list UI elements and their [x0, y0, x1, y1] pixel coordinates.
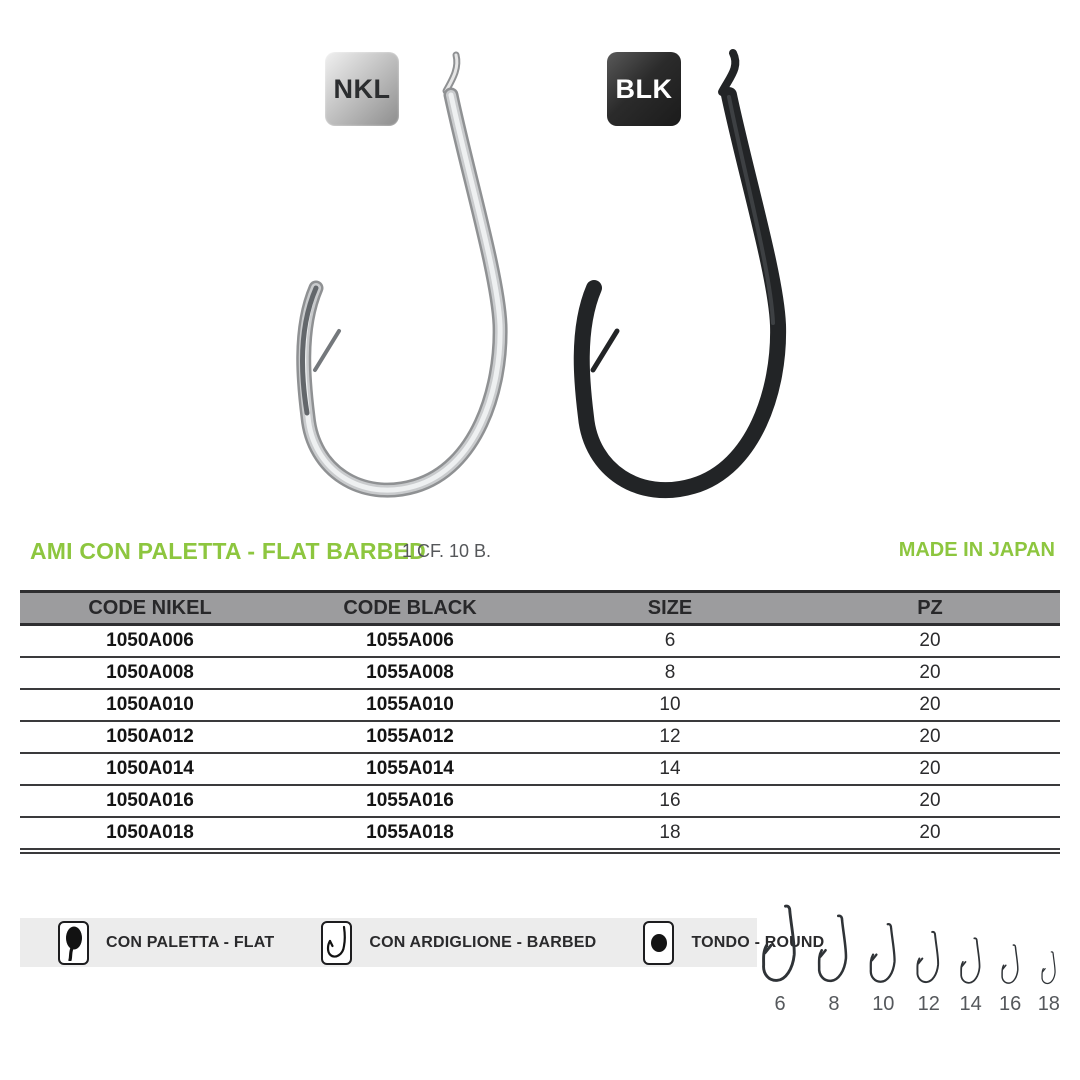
hook-size-18-icon	[1040, 951, 1058, 985]
pz-cell: 20	[800, 785, 1060, 817]
size-item-6	[760, 903, 800, 1014]
pz-cell: 20	[800, 625, 1060, 657]
pack-info: 1 CF. 10 B.	[402, 541, 492, 561]
product-spec-table	[20, 590, 1060, 850]
code-black-cell: 1055A016	[280, 785, 540, 817]
size-cell: 18	[540, 817, 800, 849]
table-header	[20, 592, 1060, 625]
code-nikel-cell: 1050A018	[20, 817, 280, 849]
pz-cell: 20	[800, 817, 1060, 849]
pz-cell: 20	[800, 721, 1060, 753]
black-variant-label: BLK	[615, 73, 673, 104]
size-item-12	[915, 930, 942, 1014]
code-black-cell: 1055A018	[280, 817, 540, 849]
code-black-cell: 1055A008	[280, 657, 540, 689]
table-row	[20, 817, 1060, 849]
hook-size-14-icon	[959, 937, 983, 985]
feature-label: TONDO - ROUND	[691, 933, 825, 951]
size-label: 16	[999, 993, 1022, 1015]
table-row	[20, 625, 1060, 657]
code-nikel-cell: 1050A008	[20, 657, 280, 689]
hook-size-chart	[760, 886, 1060, 1014]
hook-size-16-icon	[1000, 944, 1021, 985]
feature-barbed-hook	[321, 921, 596, 965]
hook-size-6-icon	[760, 903, 800, 985]
size-cell: 6	[540, 625, 800, 657]
size-item-16	[999, 944, 1021, 1014]
code-black-cell: 1055A010	[280, 689, 540, 721]
table-row	[20, 689, 1060, 721]
size-item-14	[959, 937, 983, 1014]
size-label: 14	[959, 993, 982, 1015]
col-header-code-black: CODE BLACK	[280, 592, 540, 625]
barbed-hook-icon	[321, 921, 352, 965]
table-row	[20, 753, 1060, 785]
size-label: 18	[1037, 993, 1060, 1015]
pz-cell: 20	[800, 689, 1060, 721]
size-item-8	[816, 913, 851, 1014]
size-cell: 12	[540, 721, 800, 753]
pz-cell: 20	[800, 657, 1060, 689]
feature-label: CON ARDIGLIONE - BARBED	[369, 933, 597, 951]
code-nikel-cell: 1050A006	[20, 625, 280, 657]
hook-size-12-icon	[915, 930, 942, 985]
size-label: 6	[774, 993, 786, 1015]
size-item-10	[868, 922, 899, 1014]
size-label: 12	[917, 993, 940, 1015]
page-title: AMI CON PALETTA - FLAT BARBED	[30, 538, 426, 564]
table-row	[20, 785, 1060, 817]
round-icon	[643, 921, 674, 965]
code-nikel-cell: 1050A014	[20, 753, 280, 785]
hook-size-10-icon	[868, 922, 899, 985]
size-cell: 14	[540, 753, 800, 785]
feature-flat-paddle	[58, 921, 274, 965]
made-in-japan-label: MADE IN JAPAN	[898, 539, 1055, 561]
size-item-18	[1038, 951, 1060, 1014]
size-label: 10	[872, 993, 895, 1015]
flat-paddle-icon	[58, 921, 89, 965]
table-bottom-rule	[20, 852, 1060, 854]
size-cell: 10	[540, 689, 800, 721]
code-black-cell: 1055A012	[280, 721, 540, 753]
size-cell: 16	[540, 785, 800, 817]
feature-label: CON PALETTA - FLAT	[106, 933, 275, 951]
features-bar	[20, 918, 825, 967]
col-header-size: SIZE	[540, 592, 800, 625]
code-nikel-cell: 1050A016	[20, 785, 280, 817]
nickel-hook-image	[293, 45, 518, 505]
title-row	[30, 538, 1055, 568]
table-row	[20, 657, 1060, 689]
col-header-pz: PZ	[800, 592, 1060, 625]
pz-cell: 20	[800, 753, 1060, 785]
col-header-code-nikel: CODE NIKEL	[20, 592, 280, 625]
table-row	[20, 721, 1060, 753]
code-nikel-cell: 1050A012	[20, 721, 280, 753]
code-nikel-cell: 1050A010	[20, 689, 280, 721]
code-black-cell: 1055A006	[280, 625, 540, 657]
hook-size-8-icon	[816, 913, 851, 985]
nickel-variant-label: NKL	[333, 73, 391, 104]
code-black-cell: 1055A014	[280, 753, 540, 785]
size-cell: 8	[540, 657, 800, 689]
black-hook-image	[571, 45, 796, 505]
size-label: 8	[828, 993, 840, 1015]
